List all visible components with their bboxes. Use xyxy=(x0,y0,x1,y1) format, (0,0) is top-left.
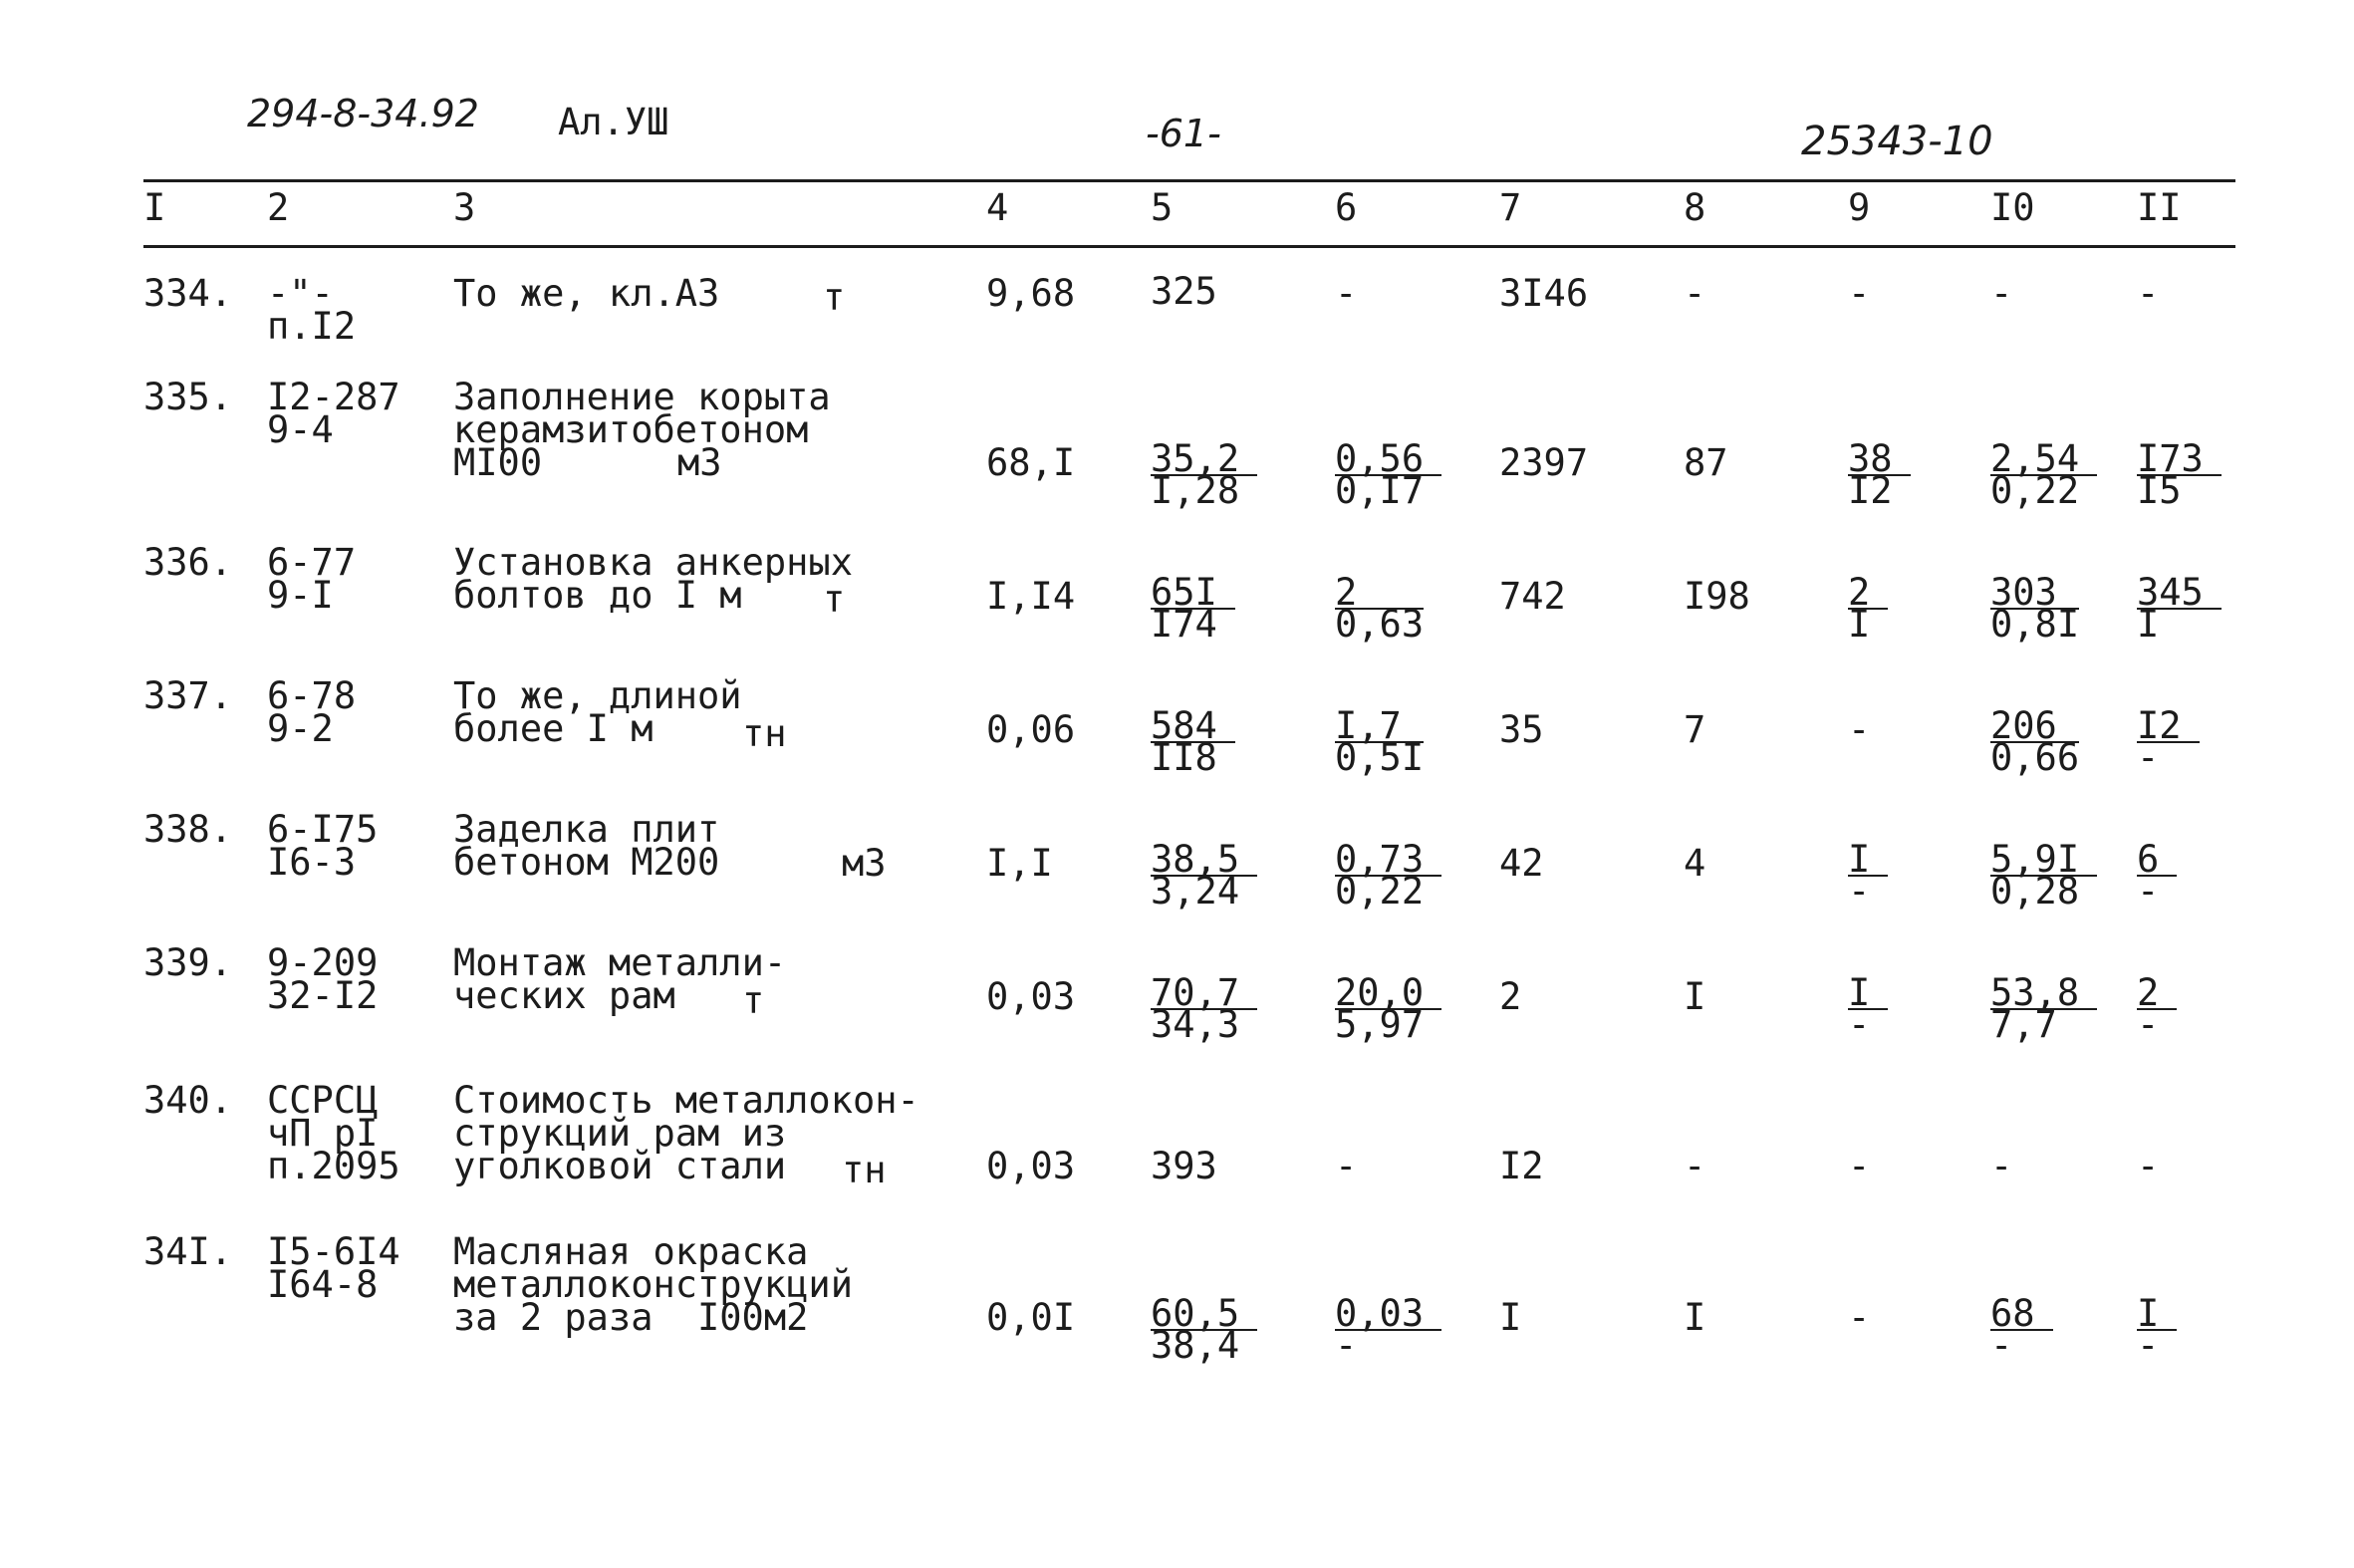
col10-numerator: 303 xyxy=(1990,578,2079,610)
col6-fraction xyxy=(1335,971,1441,1046)
col6-denominator: 0,I7 xyxy=(1335,469,1425,512)
col8-value: 4 xyxy=(1684,842,1706,885)
col5-fraction xyxy=(1151,838,1257,913)
row-unit: I00м2 xyxy=(697,1296,809,1339)
col10-denominator: 7,7 xyxy=(1990,1003,2057,1046)
row-unit: т xyxy=(823,578,846,621)
col5-denominator: 34,3 xyxy=(1151,1003,1240,1046)
col11-denominator: - xyxy=(2137,736,2160,779)
col11-fraction xyxy=(2137,704,2200,779)
col9-value: - xyxy=(1848,1296,1871,1339)
col10-denominator: 0,22 xyxy=(1990,469,2080,512)
row-quantity: 0,06 xyxy=(986,708,1076,751)
col11-fraction xyxy=(2137,838,2177,913)
col5-fraction xyxy=(1151,704,1235,779)
col11-denominator: - xyxy=(2137,1324,2160,1367)
col11-denominator: - xyxy=(2137,870,2160,913)
col11-fraction xyxy=(2137,571,2222,646)
col6-numerator: 20,0 xyxy=(1335,978,1441,1010)
col8-value: I98 xyxy=(1684,575,1750,618)
col6-fraction xyxy=(1335,1292,1441,1367)
col6-numerator: 0,03 xyxy=(1335,1299,1441,1331)
col10-fraction xyxy=(1990,704,2080,779)
col6-value: - xyxy=(1335,272,1358,315)
col8-value: I xyxy=(1684,975,1706,1018)
col6-denominator: 0,22 xyxy=(1335,870,1425,913)
col11-denominator: I5 xyxy=(2137,469,2182,512)
col6-numerator: I,7 xyxy=(1335,711,1424,743)
col5-numerator: 325 xyxy=(1151,270,1217,313)
col10-denominator: - xyxy=(1990,1324,2013,1367)
col10-fraction xyxy=(1990,1292,2053,1367)
col10-numerator: 68 xyxy=(1990,1299,2053,1331)
col5-denominator: 3,24 xyxy=(1151,870,1240,913)
table-top-rule xyxy=(143,179,2235,182)
col11-numerator: 2 xyxy=(2137,978,2177,1010)
row-reference: 6-78 9-2 xyxy=(267,674,357,750)
col5-numerator: 70,7 xyxy=(1151,978,1257,1010)
col11-fraction xyxy=(2137,971,2177,1046)
row-number: 335. xyxy=(143,376,233,418)
col6-numerator: 0,73 xyxy=(1335,845,1441,877)
col9-numerator: 38 xyxy=(1848,444,1911,476)
col8-value: 7 xyxy=(1684,708,1706,751)
row-number: 337. xyxy=(143,674,233,717)
col7-value: 2397 xyxy=(1499,441,1589,484)
col8-value: 87 xyxy=(1684,441,1728,484)
col5-fraction xyxy=(1151,971,1257,1046)
col11-value: - xyxy=(2137,1145,2160,1187)
row-unit: м3 xyxy=(677,441,722,484)
col11-fraction xyxy=(2137,437,2222,512)
row-quantity: I,I4 xyxy=(986,575,1076,618)
col9-denominator: - xyxy=(1848,1003,1871,1046)
column-header-11: II xyxy=(2137,186,2182,229)
col5-numerator: 35,2 xyxy=(1151,444,1257,476)
row-reference: ССРСЦ чП рI п.2095 xyxy=(267,1079,400,1187)
col6-value: - xyxy=(1335,1145,1358,1187)
column-header-7: 7 xyxy=(1499,186,1522,229)
col6-denominator: - xyxy=(1335,1324,1358,1367)
row-quantity: I,I xyxy=(986,842,1053,885)
col9-value: - xyxy=(1848,1145,1871,1187)
col11-numerator: I73 xyxy=(2137,444,2222,476)
col5-denominator: I,28 xyxy=(1151,469,1240,512)
col11-numerator: 6 xyxy=(2137,845,2177,877)
column-header-2: 2 xyxy=(267,186,290,229)
row-reference: -"- п.I2 xyxy=(267,272,357,348)
col10-numerator: 53,8 xyxy=(1990,978,2097,1010)
col10-denominator: 0,28 xyxy=(1990,870,2080,913)
row-quantity: 0,03 xyxy=(986,1145,1076,1187)
col10-numerator: 2,54 xyxy=(1990,444,2097,476)
album-label: Ал.УШ xyxy=(558,101,669,143)
col7-value: I2 xyxy=(1499,1145,1544,1187)
col5-numerator: 38,5 xyxy=(1151,845,1257,877)
page-number: -61- xyxy=(1146,112,1221,155)
col6-fraction xyxy=(1335,838,1441,913)
row-number: 34I. xyxy=(143,1230,233,1273)
col5-denominator: I74 xyxy=(1151,603,1217,646)
col9-denominator: I xyxy=(1848,603,1871,646)
col10-denominator: 0,66 xyxy=(1990,736,2080,779)
col10-value: - xyxy=(1990,272,2013,315)
col9-denominator: I2 xyxy=(1848,469,1893,512)
column-header-8: 8 xyxy=(1684,186,1706,229)
col11-numerator: I xyxy=(2137,1299,2177,1331)
row-reference: I2-287 9-4 xyxy=(267,376,400,451)
column-header-5: 5 xyxy=(1151,186,1174,229)
row-description: То же, длиной более I м xyxy=(453,674,742,750)
col9-denominator: - xyxy=(1848,870,1871,913)
row-reference: 6-I75 I6-3 xyxy=(267,808,379,884)
col11-denominator: - xyxy=(2137,1003,2160,1046)
col7-value: I xyxy=(1499,1296,1522,1339)
col8-value: - xyxy=(1684,272,1706,315)
col7-value: 35 xyxy=(1499,708,1544,751)
col9-numerator: I xyxy=(1848,845,1888,877)
col9-value: - xyxy=(1848,272,1871,315)
document-code: 294-8-34.92 xyxy=(247,92,479,135)
col9-fraction xyxy=(1848,971,1888,1046)
row-quantity: 9,68 xyxy=(986,272,1076,315)
row-description: Установка анкерных болтов до I м xyxy=(453,541,853,617)
col10-fraction xyxy=(1990,838,2097,913)
row-number: 339. xyxy=(143,941,233,984)
col6-denominator: 5,97 xyxy=(1335,1003,1425,1046)
row-quantity: 68,I xyxy=(986,441,1076,484)
col7-value: 3I46 xyxy=(1499,272,1589,315)
document-number: 25343-10 xyxy=(1801,119,1993,164)
col8-value: - xyxy=(1684,1145,1706,1187)
row-unit: м3 xyxy=(842,842,887,885)
col6-fraction xyxy=(1335,571,1425,646)
row-reference: 6-77 9-I xyxy=(267,541,357,617)
column-header-4: 4 xyxy=(986,186,1009,229)
col9-fraction xyxy=(1848,838,1888,913)
row-quantity: 0,0I xyxy=(986,1296,1076,1339)
col6-denominator: 0,63 xyxy=(1335,603,1425,646)
col6-fraction xyxy=(1335,704,1425,779)
col5-value xyxy=(1151,270,1235,313)
table-header-rule xyxy=(143,245,2235,248)
col6-numerator: 0,56 xyxy=(1335,444,1441,476)
col7-value: 42 xyxy=(1499,842,1544,885)
col11-numerator: I2 xyxy=(2137,711,2200,743)
col5-denominator: II8 xyxy=(1151,736,1217,779)
column-header-3: 3 xyxy=(453,186,476,229)
row-description: Монтаж металли- ческих рам xyxy=(453,941,787,1017)
row-reference: I5-6I4 I64-8 xyxy=(267,1230,400,1306)
col6-fraction xyxy=(1335,437,1441,512)
col10-numerator: 5,9I xyxy=(1990,845,2097,877)
col6-denominator: 0,5I xyxy=(1335,736,1425,779)
row-reference: 9-209 32-I2 xyxy=(267,941,379,1017)
row-number: 336. xyxy=(143,541,233,584)
row-quantity: 0,03 xyxy=(986,975,1076,1018)
col5-numerator: 65I xyxy=(1151,578,1235,610)
row-unit: тн xyxy=(842,1149,887,1191)
col9-fraction xyxy=(1848,437,1911,512)
col9-numerator: 2 xyxy=(1848,578,1888,610)
col5-fraction xyxy=(1151,571,1235,646)
row-unit: т xyxy=(742,979,765,1022)
row-unit: тн xyxy=(742,712,787,755)
column-header-6: 6 xyxy=(1335,186,1358,229)
col5-value: 393 xyxy=(1151,1145,1217,1187)
col5-numerator: 584 xyxy=(1151,711,1235,743)
column-header-9: 9 xyxy=(1848,186,1871,229)
column-header-10: I0 xyxy=(1990,186,2035,229)
col11-denominator: I xyxy=(2137,603,2160,646)
row-description: Заделка плит бетоном М200 xyxy=(453,808,720,884)
col9-fraction xyxy=(1848,571,1888,646)
col7-value: 2 xyxy=(1499,975,1522,1018)
col10-value: - xyxy=(1990,1145,2013,1187)
col10-fraction xyxy=(1990,571,2080,646)
row-number: 338. xyxy=(143,808,233,851)
col9-numerator: I xyxy=(1848,978,1888,1010)
col10-fraction xyxy=(1990,971,2097,1046)
row-description: Стоимость металлокон- струкций рам из уголковой стали xyxy=(453,1079,919,1187)
col5-fraction xyxy=(1151,437,1257,512)
row-description: Заполнение корыта керамзитобетоном МI00 xyxy=(453,376,831,484)
column-header-1: I xyxy=(143,186,166,229)
col6-numerator: 2 xyxy=(1335,578,1424,610)
col10-numerator: 206 xyxy=(1990,711,2079,743)
col11-fraction xyxy=(2137,1292,2177,1367)
row-description: Масляная окраска металлоконструкций за 2 раза xyxy=(453,1230,853,1339)
col11-numerator: 345 xyxy=(2137,578,2222,610)
col10-denominator: 0,8I xyxy=(1990,603,2080,646)
row-number: 340. xyxy=(143,1079,233,1122)
col9-value: - xyxy=(1848,708,1871,751)
col7-value: 742 xyxy=(1499,575,1566,618)
col10-fraction xyxy=(1990,437,2097,512)
row-description: То же, кл.А3 xyxy=(453,272,720,315)
col8-value: I xyxy=(1684,1296,1706,1339)
row-number: 334. xyxy=(143,272,233,315)
col5-numerator: 60,5 xyxy=(1151,1299,1257,1331)
col11-value: - xyxy=(2137,272,2160,315)
row-unit: т xyxy=(823,276,846,319)
col5-denominator: 38,4 xyxy=(1151,1324,1240,1367)
col5-fraction xyxy=(1151,1292,1257,1367)
